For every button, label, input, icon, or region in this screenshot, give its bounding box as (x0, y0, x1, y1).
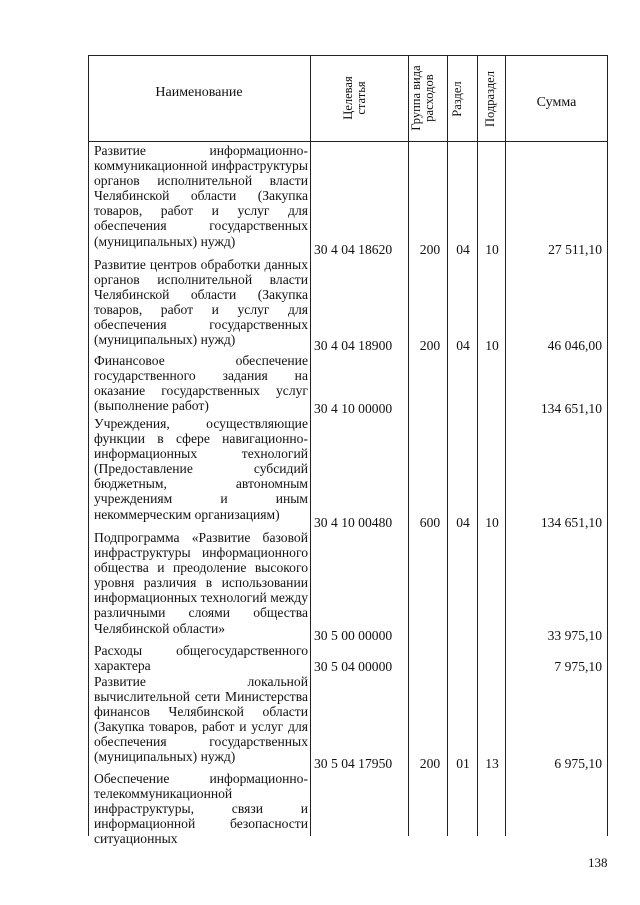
table-row (88, 416, 608, 530)
row-sum: 134 651,10 (540, 401, 602, 416)
row-subsection: 10 (485, 515, 499, 530)
row-name: Подпрограмма «Развитие базовой инфраструктуры информационного общества и преодоление высокого уровня различия в использовании информационных технологий между различными слоями общества Челябинской области» (94, 530, 308, 636)
row-code: 30 4 04 18900 (314, 338, 393, 353)
header-expense-group: Группа вида расходов (409, 65, 436, 131)
row-code: 30 5 04 17950 (314, 756, 393, 771)
row-sum: 33 975,10 (547, 628, 602, 643)
table-row (88, 643, 608, 674)
row-section: 04 (456, 242, 470, 257)
table-row (88, 353, 608, 416)
page-number: 138 (588, 855, 608, 870)
row-code: 30 5 00 00000 (314, 628, 393, 643)
row-code: 30 5 04 00000 (314, 659, 393, 674)
row-group: 200 (419, 242, 441, 257)
row-sum: 7 975,10 (554, 659, 602, 674)
header-subsection: Подраздел (483, 71, 497, 127)
row-sum: 27 511,10 (548, 242, 602, 257)
row-section: 04 (456, 515, 470, 530)
row-name: Развитие информационно-коммуникационной инфраструктуры органов исполнительной власти Челябинской области (Закупка товаров, работ и услуг для обеспечения государственных (муниципальных) нужд) (94, 143, 308, 249)
row-code: 30 4 04 18620 (314, 242, 393, 257)
row-name: Финансовое обеспечение государственного задания на оказание государственных услуг (выполнение работ) (94, 353, 308, 414)
row-name: Развитие локальной вычислительной сети Министерства финансов Челябинской области (Закупка товаров, работ и услуг для обеспечения государственных (муниципальных) нужд) (94, 674, 308, 765)
table-row (88, 771, 608, 847)
row-name: Обеспечение информационно-телекоммуникационной инфраструктуры, связи и информационной безопасности ситуационных (94, 771, 308, 847)
row-name: Учреждения, осуществляющие функции в сфере навигационно-информационных технологий (Предоставление субсидий бюджетным, автономным учреждениям и иным некоммерческим организациям) (94, 416, 308, 522)
table-row (88, 143, 608, 257)
header-section: Раздел (450, 81, 464, 117)
row-subsection: 13 (485, 756, 499, 771)
header-name: Наименование (155, 85, 243, 100)
row-section: 01 (456, 756, 470, 771)
row-sum: 134 651,10 (540, 515, 602, 530)
row-name: Развитие центров обработки данных органов исполнительной власти Челябинской области (Закупка товаров, работ и услуг для обеспечения государственных (муниципальных) нужд) (94, 257, 308, 348)
row-code: 30 4 10 00000 (314, 401, 393, 416)
table-row (88, 530, 608, 643)
row-group: 600 (419, 515, 441, 530)
row-subsection: 10 (485, 242, 499, 257)
row-section: 04 (456, 338, 470, 353)
table-row (88, 674, 608, 771)
header-target-article: Целевая статья (341, 76, 368, 120)
row-subsection: 10 (485, 338, 499, 353)
row-sum: 46 046,00 (547, 338, 602, 353)
header-sum: Сумма (536, 95, 577, 110)
row-group: 200 (419, 756, 441, 771)
row-sum: 6 975,10 (554, 756, 602, 771)
row-group: 200 (419, 338, 441, 353)
table-row (88, 257, 608, 353)
row-code: 30 4 10 00480 (314, 515, 393, 530)
row-name: Расходы общегосударственного характера (94, 643, 308, 674)
